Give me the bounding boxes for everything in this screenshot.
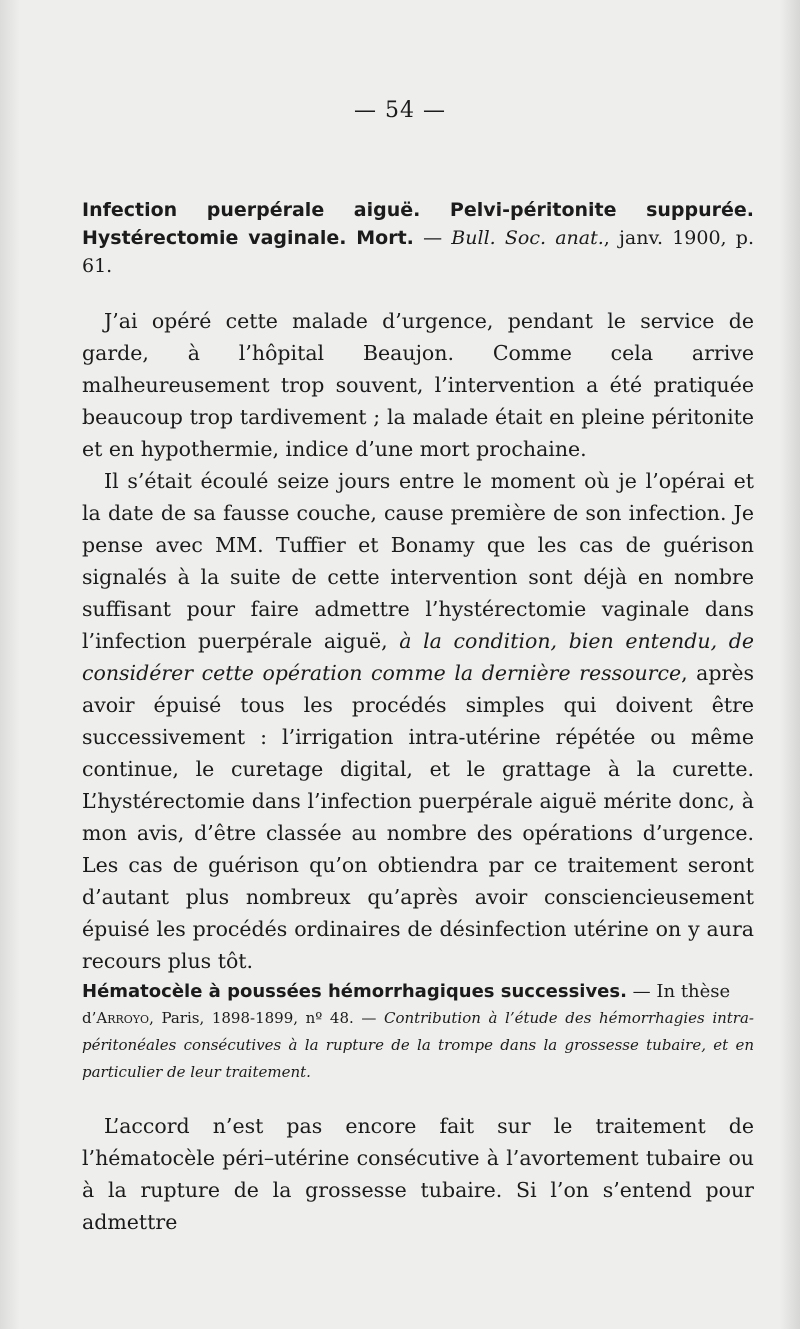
section-2-paragraph-1: L’accord n’est pas encore fait sur le traitement de l’hématocèle péri–utérine consécutive à l’avortement tubaire ou à la rupture de la grossesse tubaire. Si l’on s’entend pour admettre [82, 1114, 754, 1234]
paragraph-2-italic: à la condition, bien entendu, de considérer cette opération comme la dernière ressource [82, 629, 754, 685]
section-1 [82, 196, 754, 977]
reference-prefix: d’ [82, 1009, 97, 1027]
page-number: — 54 — [354, 98, 446, 123]
paragraph-2-text-a: Il s’était écoulé seize jours entre le moment où je l’opérai et la date de sa fausse couche, cause première de son infection. Je pense avec MM. Tuffier et Bonamy que les cas de guérison signalés à la suite de cette intervention sont déjà en nombre suffisant pour faire admettre l’hystérectomie vaginale dans l’infection puerpérale aiguë, [82, 469, 754, 653]
section-1-paragraph-1: J’ai opéré cette malade d’urgence, pendant le service de garde, à l’hôpital Beaujon. Comme cela arrive malheureusement trop souvent, l’intervention a été pratiquée beaucoup trop tardivement ; la malade était en pleine péritonite et en hypothermie, indice d’une mort prochaine. [82, 309, 754, 461]
section-2-reference [82, 1005, 754, 1086]
section-1-body [82, 305, 754, 977]
section-1-title-main: Infection puerpérale aiguë. Pelvi-péritonite suppurée. Hystérectomie vaginale. Mort. [82, 199, 754, 249]
section-2-title [82, 978, 754, 1005]
section-1-paragraph-2 [82, 465, 754, 977]
section-2-title-tail: — In thèse [626, 981, 731, 1002]
reference-details: , Paris, 1898-1899, nº 48. — [149, 1009, 384, 1027]
reference-author: Arroyo [96, 1009, 150, 1027]
section-1-ref-dash: — [413, 227, 452, 249]
section-2-title-main: Hématocèle à poussées hémorrhagiques successives. [82, 981, 627, 1002]
section-1-title [82, 196, 754, 280]
section-2 [82, 978, 754, 1238]
reference-title: Contribution à l’étude des hémorrhagies intra-péritonéales consécutives à la rupture de la trompe dans la grossesse tubaire, et en particulier de leur traitement. [82, 1009, 754, 1081]
section-2-body [82, 1110, 754, 1238]
paragraph-2-text-b: , après avoir épuisé tous les procédés simples qui doivent être successivement : l’irrigation intra-utérine répétée ou même continue, le curetage digital, et le grattage à la curette. L’hystérectomie dans l’infection puerpérale aiguë mérite donc, à mon avis, d’être classée au nombre des opérations d’urgence. Les cas de guérison qu’on obtiendra par ce traitement seront d’autant plus nombreux qu’après avoir consciencieusement épuisé les procédés ordinaires de désinfection utérine on y aura recours plus tôt. [82, 661, 754, 973]
section-1-ref-journal: Bull. Soc. anat. [451, 227, 604, 249]
section-1-ref-date: , janv. 1900, p. 61. [82, 227, 754, 277]
